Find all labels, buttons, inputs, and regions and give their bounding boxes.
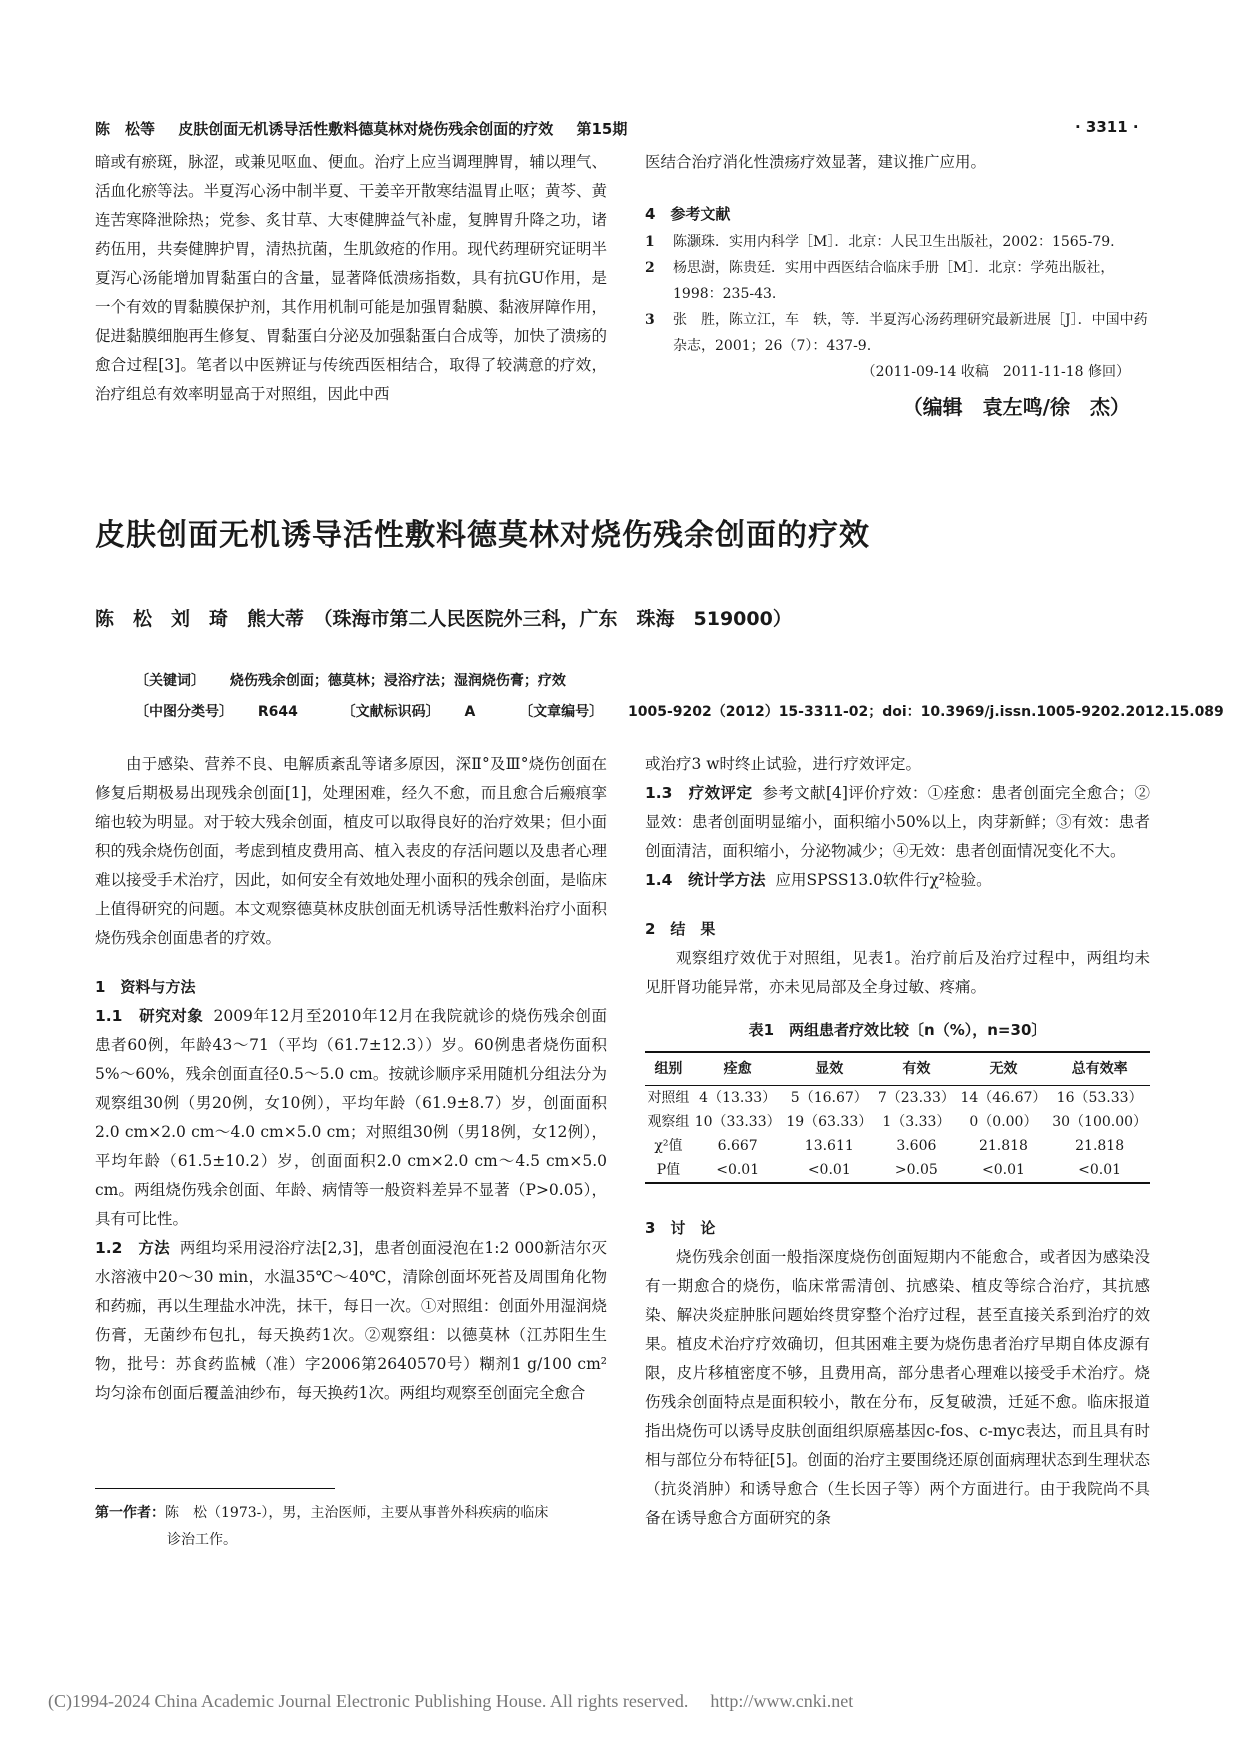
table-header-cell: 显效: [783, 1052, 875, 1086]
table-cell: 16（53.33）: [1056, 1090, 1143, 1106]
editors: （编辑 袁左鸣/徐 杰）: [902, 395, 1130, 419]
section-1-heading: 1 资料与方法: [95, 978, 196, 996]
table-cell: <0.01: [692, 1158, 784, 1183]
method-continuation: 或治疗3 w时终止试验，进行疗效评定。: [645, 755, 922, 773]
table-cell: 3.606: [896, 1138, 937, 1154]
cnki-link[interactable]: http://www.cnki.net: [710, 1691, 854, 1711]
article-title: 皮肤创面无机诱导活性敷料德莫林对烧伤残余创面的疗效: [95, 518, 870, 553]
clc-label: 〔中图分类号〕: [135, 704, 233, 720]
table-cell: 21.818: [978, 1138, 1028, 1154]
subsection-1-1-heading: 1.1 研究对象: [95, 1007, 204, 1025]
doc-id-label: 〔文献标识码〕: [341, 704, 440, 720]
subsection-1-2-heading: 1.2 方法: [95, 1239, 170, 1257]
discussion-paragraph: 烧伤残余创面一般指深度烧伤创面短期内不能愈合，或者因为感染没有一期愈合的烧伤，临床常需清创、抗感染、植皮等综合治疗，其抗感染、解决炎症肿胀问题始终贯穿整个治疗过程，甚至直接关系到治疗的效果。植皮术治疗疗效确切，但其困难主要为烧伤患者治疗早期自体皮源有限，皮片移植密度不够，且费用高，部分患者心理难以接受手术治疗。烧伤残余创面特点是面积较小，散在分布，反复破溃，迁延不愈。临床报道指出烧伤可以诱导皮肤创面组织原癌基因c-fos、c-myc表达，而且具有时相与部位分布特征[5]。创面的治疗主要围绕还原创面病理状态到生理状态（抗炎消肿）和诱导愈合（生长因子等）两个方面进行。由于我院尚不具备在诱导愈合方面研究的条: [645, 1248, 1150, 1527]
table-cell: 7（23.33）: [877, 1090, 955, 1106]
table-cell: 5（16.67）: [790, 1090, 868, 1106]
running-header: [95, 118, 645, 139]
copyright-text: (C)1994-2024 China Academic Journal Electronic Publishing House. All rights reserved.: [48, 1691, 689, 1711]
keywords-label: 〔关键词〕: [135, 673, 205, 689]
table-cell: 19（63.33）: [786, 1114, 873, 1130]
doc-id: A: [464, 704, 476, 720]
table-header-cell: 组别: [645, 1052, 692, 1086]
reference-text: 张 胜，陈立江，车 轶，等．半夏泻心汤药理研究最新进展［J］．中国中药杂志，2001；26（7）：437-9.: [673, 312, 1148, 354]
article-no: 1005-9202（2012）15-3311-02；doi：10.3969/j.issn.1005-9202.2012.15.089: [627, 704, 1224, 720]
table-cell: <0.01: [958, 1158, 1050, 1183]
reference-number: 3: [645, 312, 655, 328]
header-issue: 第15期: [576, 120, 628, 138]
prev-article-conclusion: 医结合治疗消化性溃疡疗效显著，建议推广应用。: [645, 153, 987, 171]
table-cell: >0.05: [875, 1158, 958, 1183]
header-authors: 陈 松等: [95, 120, 156, 138]
table-cell: <0.01: [783, 1158, 875, 1183]
subsection-1-3-heading: 1.3 疗效评定: [645, 784, 753, 802]
table-cell: 0（0.00）: [969, 1114, 1038, 1130]
first-author-footnote: [95, 1500, 605, 1554]
results-table: [645, 1051, 1150, 1184]
table-cell: <0.01: [1049, 1158, 1150, 1183]
prev-article-right: [645, 148, 1150, 422]
table-row: [645, 1086, 1150, 1111]
references-heading: 4 参考文献: [645, 205, 731, 223]
prev-article-left: [95, 148, 607, 409]
table-header-row: [645, 1052, 1150, 1086]
subsection-1-4-heading: 1.4 统计学方法: [645, 871, 766, 889]
table-caption: 表1 两组患者疗效比较〔n（%），n=30〕: [748, 1021, 1047, 1039]
subsection-1-3: [645, 779, 1150, 866]
results-paragraph: 观察组疗效优于对照组，见表1。治疗前后及治疗过程中，两组均未见肝肾功能异常，亦未见局部及全身过敏、疼痛。: [645, 949, 1150, 996]
header-title: 皮肤创面无机诱导活性敷料德莫林对烧伤残余创面的疗效: [178, 120, 554, 138]
section-2-heading: 2 结 果: [645, 920, 716, 938]
subsection-1-2-text: 两组均采用浸浴疗法[2,3]，患者创面浸泡在1:2 000新洁尔灭水溶液中20～30 min，水温35℃～40℃，清除创面坏死苔及周围角化物和药痂，再以生理盐水冲洗，抹干，每日一次。①对照组：创面外用湿润烧伤膏，无菌纱布包扎，每天换药1次。②观察组：以德莫林（江苏阳生生物，批号：苏食药监械（准）字2006第2640570号）糊剂1 g/100 cm²均匀涂布创面后覆盖油纱布，每天换药1次。两组均观察至创面完全愈合: [95, 1239, 607, 1402]
table-cell: 4（13.33）: [699, 1090, 777, 1106]
table-cell: 6.667: [717, 1138, 758, 1154]
page-number: · 3311 ·: [1075, 118, 1139, 136]
reference-number: 1: [645, 234, 655, 250]
article-no-label: 〔文章编号〕: [519, 704, 604, 720]
keywords: 烧伤残余创面；德莫林；浸浴疗法；湿润烧伤膏；疗效: [229, 673, 566, 689]
keywords-line: [135, 670, 566, 690]
reference-text: 杨思澍，陈贵廷．实用中西医结合临床手册［M］．北京：学苑出版社，1998：235-43.: [673, 260, 1115, 302]
footnote-line-2: 诊治工作。: [167, 1532, 237, 1548]
clc-code: R644: [257, 704, 298, 720]
table-row: [645, 1134, 1150, 1158]
table-cell: 观察组: [647, 1114, 690, 1130]
reference-item: [645, 255, 1150, 307]
table-cell: 1（3.33）: [882, 1114, 951, 1130]
footnote-label: 第一作者：: [95, 1505, 165, 1521]
table-header-cell: 有效: [875, 1052, 958, 1086]
table-header-cell: 无效: [958, 1052, 1050, 1086]
subsection-1-2: [95, 1234, 607, 1408]
prev-article-text: 暗或有瘀斑，脉涩，或兼见呕血、便血。治疗上应当调理脾胃，辅以理气、活血化瘀等法。半夏泻心汤中制半夏、干姜辛开散寒结温胃止呕；黄芩、黄连苦寒降泄除热；党参、炙甘草、大枣健脾益气补虚，复脾胃升降之功，诸药伍用，共奏健脾护胃，清热抗菌，生肌敛疮的作用。现代药理研究证明半夏泻心汤能增加胃黏蛋白的含量，显著降低溃疡指数，具有抗GU作用，是一个有效的胃黏膜保护剂，其作用机制可能是加强胃黏膜、黏液屏障作用，促进黏膜细胞再生修复、胃黏蛋白分泌及加强黏蛋白合成等，加快了溃疡的愈合过程[3]。笔者以中医辨证与传统西医相结合，取得了较满意的疗效，治疗组总有效率明显高于对照组，因此中西: [95, 153, 607, 403]
reference-number: 2: [645, 260, 655, 276]
table-cell: 10（33.33）: [694, 1114, 781, 1130]
table-cell: 14（46.67）: [960, 1090, 1047, 1106]
subsection-1-4: [645, 866, 1150, 895]
classification-line: [135, 701, 1224, 721]
table-header-cell: 总有效率: [1049, 1052, 1150, 1086]
table-cell: 30（100.00）: [1052, 1114, 1148, 1130]
body-left-column: [95, 750, 607, 1408]
article-authors: 陈 松 刘 琦 熊大蒂 （珠海市第二人民医院外三科，广东 珠海 519000）: [95, 608, 792, 630]
subsection-1-3-text: 参考文献[4]评价疗效：①痊愈：患者创面完全愈合；②显效：患者创面明显缩小，面积缩小50%以上，肉芽新鲜；③有效：患者创面清洁，面积缩小，分泌物减少；④无效：患者创面情况变化不大。: [645, 784, 1150, 860]
reference-item: [645, 229, 1150, 255]
footnote-rule: [95, 1488, 335, 1489]
table-cell: 13.611: [804, 1138, 854, 1154]
footnote-line-1: 陈 松（1973-），男，主治医师，主要从事普外科疾病的临床: [165, 1505, 549, 1521]
reference-item: [645, 307, 1150, 359]
table-cell: P值: [645, 1158, 692, 1183]
subsection-1-4-text: 应用SPSS13.0软件行χ²检验。: [775, 871, 992, 889]
reference-text: 陈灏珠．实用内科学［M］．北京：人民卫生出版社，2002：1565-79.: [673, 234, 1115, 250]
table-cell: 21.818: [1075, 1138, 1125, 1154]
body-right-column: [645, 750, 1150, 1533]
table-cell: χ²值: [654, 1138, 683, 1154]
table-row: [645, 1110, 1150, 1134]
received-dates: （2011-09-14 收稿 2011-11-18 修回）: [861, 364, 1130, 380]
table-row: [645, 1158, 1150, 1183]
copyright-line: [48, 1691, 853, 1712]
intro-paragraph: 由于感染、营养不良、电解质紊乱等诸多原因，深Ⅱ°及Ⅲ°烧伤创面在修复后期极易出现残余创面[1]，处理困难，经久不愈，而且愈合后瘢痕挛缩也较为明显。对于较大残余创面，植皮可以取得良好的治疗效果；但小面积的残余烧伤创面，考虑到植皮费用高、植入表皮的存活问题以及患者心理难以接受手术治疗，因此，如何安全有效地处理小面积的残余创面，是临床上值得研究的问题。本文观察德莫林皮肤创面无机诱导活性敷料治疗小面积烧伤残余创面患者的疗效。: [95, 755, 607, 947]
table-cell: 对照组: [647, 1090, 690, 1106]
table-header-cell: 痊愈: [692, 1052, 784, 1086]
subsection-1-1: [95, 1002, 607, 1234]
section-3-heading: 3 讨 论: [645, 1219, 716, 1237]
subsection-1-1-text: 2009年12月至2010年12月在我院就诊的烧伤残余创面患者60例，年龄43～71（平均（61.7±12.3））岁。60例患者烧伤面积5%～60%，残余创面直径0.5～5.0 cm。按就诊顺序采用随机分组法分为观察组30例（男20例，女10例），平均年龄（61.9±8.7）岁，创面面积2.0 cm×2.0 cm～4.0 cm×5.0 cm；对照组30例（男18例，女12例），平均年龄（61.5±10.2）岁，创面面积2.0 cm×2.0 cm～4.5 cm×5.0 cm。两组烧伤残余创面、年龄、病情等一般资料差异不显著（P>0.05），具有可比性。: [95, 1007, 607, 1228]
